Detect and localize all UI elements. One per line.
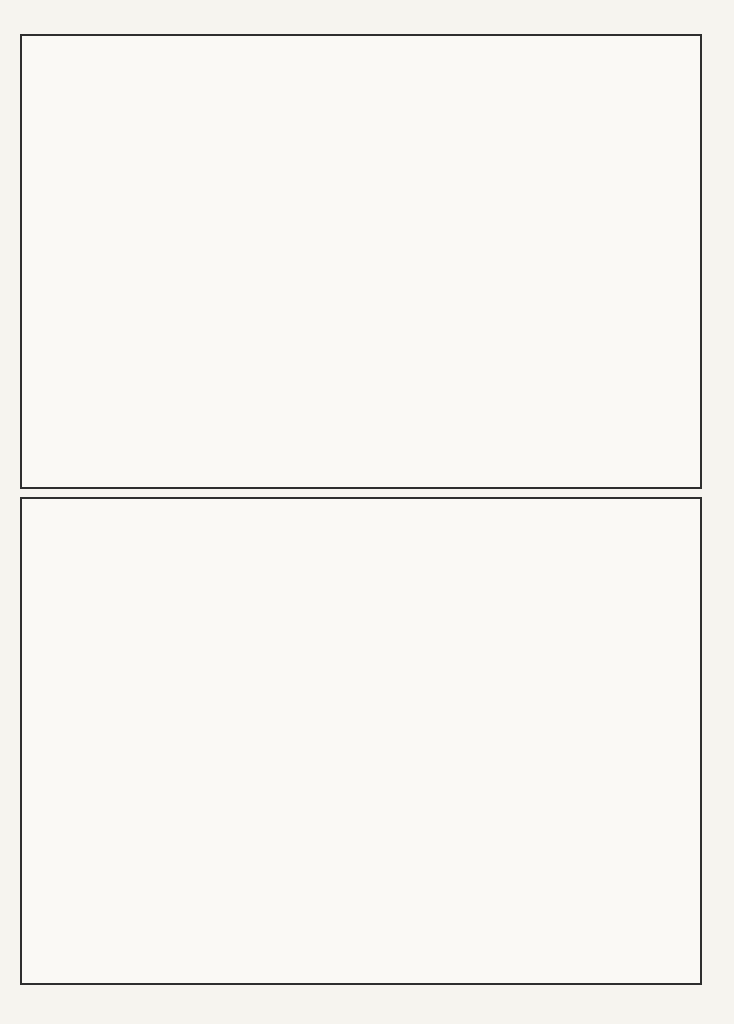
top-roster-table [20,34,702,489]
roster-sheet [20,34,702,985]
bottom-roster-table [20,497,702,985]
